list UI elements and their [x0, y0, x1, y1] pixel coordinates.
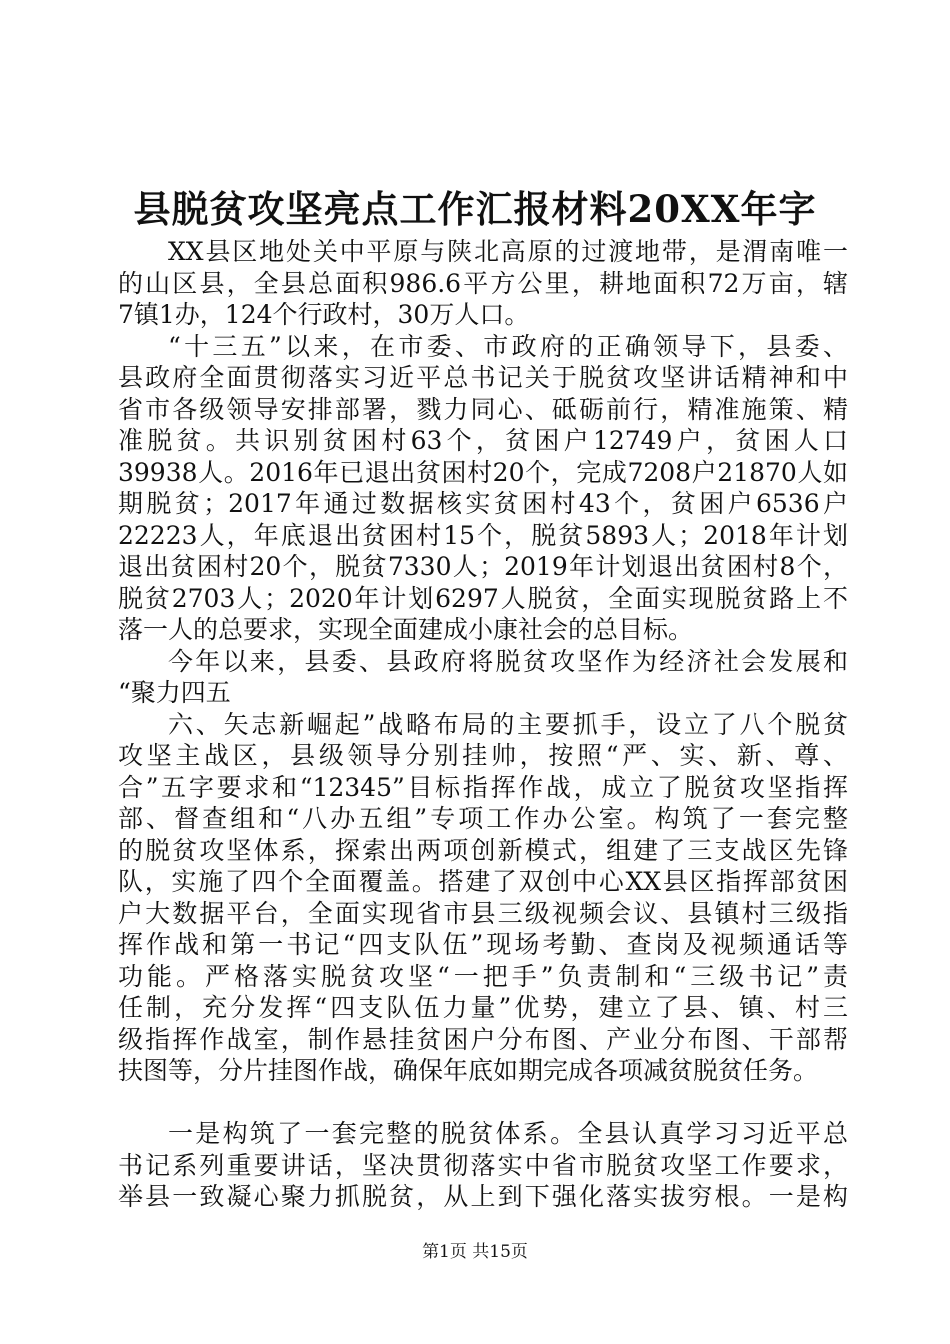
text-line: 的脱贫攻坚体系，探索出两项创新模式，组建了三支战区先锋 — [118, 835, 848, 865]
text-line: “十三五”以来，在市委、市政府的正确领导下，县委、 — [168, 331, 848, 361]
text-line: 合”五字要求和“12345”目标指挥作战，成立了脱贫攻坚指挥 — [118, 772, 848, 802]
paragraph-gap — [118, 1087, 848, 1119]
text-line: 的山区县，全县总面积986.6平方公里，耕地面积72万亩，辖 — [118, 268, 848, 298]
text-line: 举县一致凝心聚力抓脱贫，从上到下强化落实拔穷根。一是构 — [118, 1182, 848, 1211]
text-line: 39938人。2016年已退出贫困村20个，完成7208户21870人如 — [118, 457, 848, 487]
text-line: 期脱贫；2017年通过数据核实贫困村43个，贫困户6536户 — [118, 489, 848, 518]
text-line: 户大数据平台，全面实现省市县三级视频会议、县镇村三级指 — [118, 898, 848, 928]
text-line: 退出贫困村20个，脱贫7330人；2019年计划退出贫困村8个， — [118, 552, 848, 581]
text-line: XX县区地处关中平原与陕北高原的过渡地带，是渭南唯一 — [168, 237, 848, 266]
text-line: 省市各级领导安排部署，戮力同心、砥砺前行，精准施策、精 — [118, 394, 848, 424]
text-line: 一是构筑了一套完整的脱贫体系。全县认真学习习近平总 — [168, 1119, 848, 1148]
text-line: 功能。严格落实脱贫攻坚“一把手”负责制和“三级书记”责 — [118, 961, 848, 991]
text-line: 7镇1办，124个行政村，30万人口。 — [118, 300, 530, 329]
text-line: 六、矢志新崛起”战略布局的主要抓手，设立了八个脱贫 — [168, 709, 848, 739]
text-line: 部、督查组和“八办五组”专项工作办公室。构筑了一套完整 — [118, 804, 848, 833]
text-line: 县政府全面贯彻落实习近平总书记关于脱贫攻坚讲话精神和中 — [118, 363, 848, 392]
text-line: 今年以来，县委、县政府将脱贫攻坚作为经济社会发展和 — [168, 646, 848, 676]
text-line: 攻坚主战区，县级领导分别挂帅，按照“严、实、新、尊、 — [118, 741, 848, 770]
text-line: 任制，充分发挥“四支队伍力量”优势，建立了县、镇、村三 — [118, 993, 848, 1022]
text-line: 级指挥作战室，制作悬挂贫困户分布图、产业分布图、干部帮 — [118, 1024, 848, 1054]
text-line: 书记系列重要讲话，坚决贯彻落实中省市脱贫攻坚工作要求， — [118, 1150, 848, 1180]
page-footer: 第1页 共15页 — [422, 1242, 528, 1262]
text-line: 队，实施了四个全面覆盖。搭建了双创中心XX县区指挥部贫困 — [118, 867, 848, 896]
text-line: “聚力四五 — [118, 678, 231, 707]
text-line: 22223人，年底退出贫困村15个，脱贫5893人；2018年计划 — [118, 520, 848, 550]
text-line: 准脱贫。共识别贫困村63个，贫困户12749户，贫困人口 — [118, 426, 848, 455]
document-title: 县脱贫攻坚亮点工作汇报材料20XX年字 — [133, 187, 817, 231]
text-line: 落一人的总要求，实现全面建成小康社会的总目标。 — [118, 615, 694, 644]
text-line: 挥作战和第一书记“四支队伍”现场考勤、查岗及视频通话等 — [118, 930, 848, 959]
text-line: 脱贫2703人；2020年计划6297人脱贫，全面实现脱贫路上不 — [118, 583, 848, 613]
text-line: 扶图等，分片挂图作战，确保年底如期完成各项减贫脱贫任务。 — [118, 1056, 819, 1085]
document-body — [118, 236, 848, 1213]
